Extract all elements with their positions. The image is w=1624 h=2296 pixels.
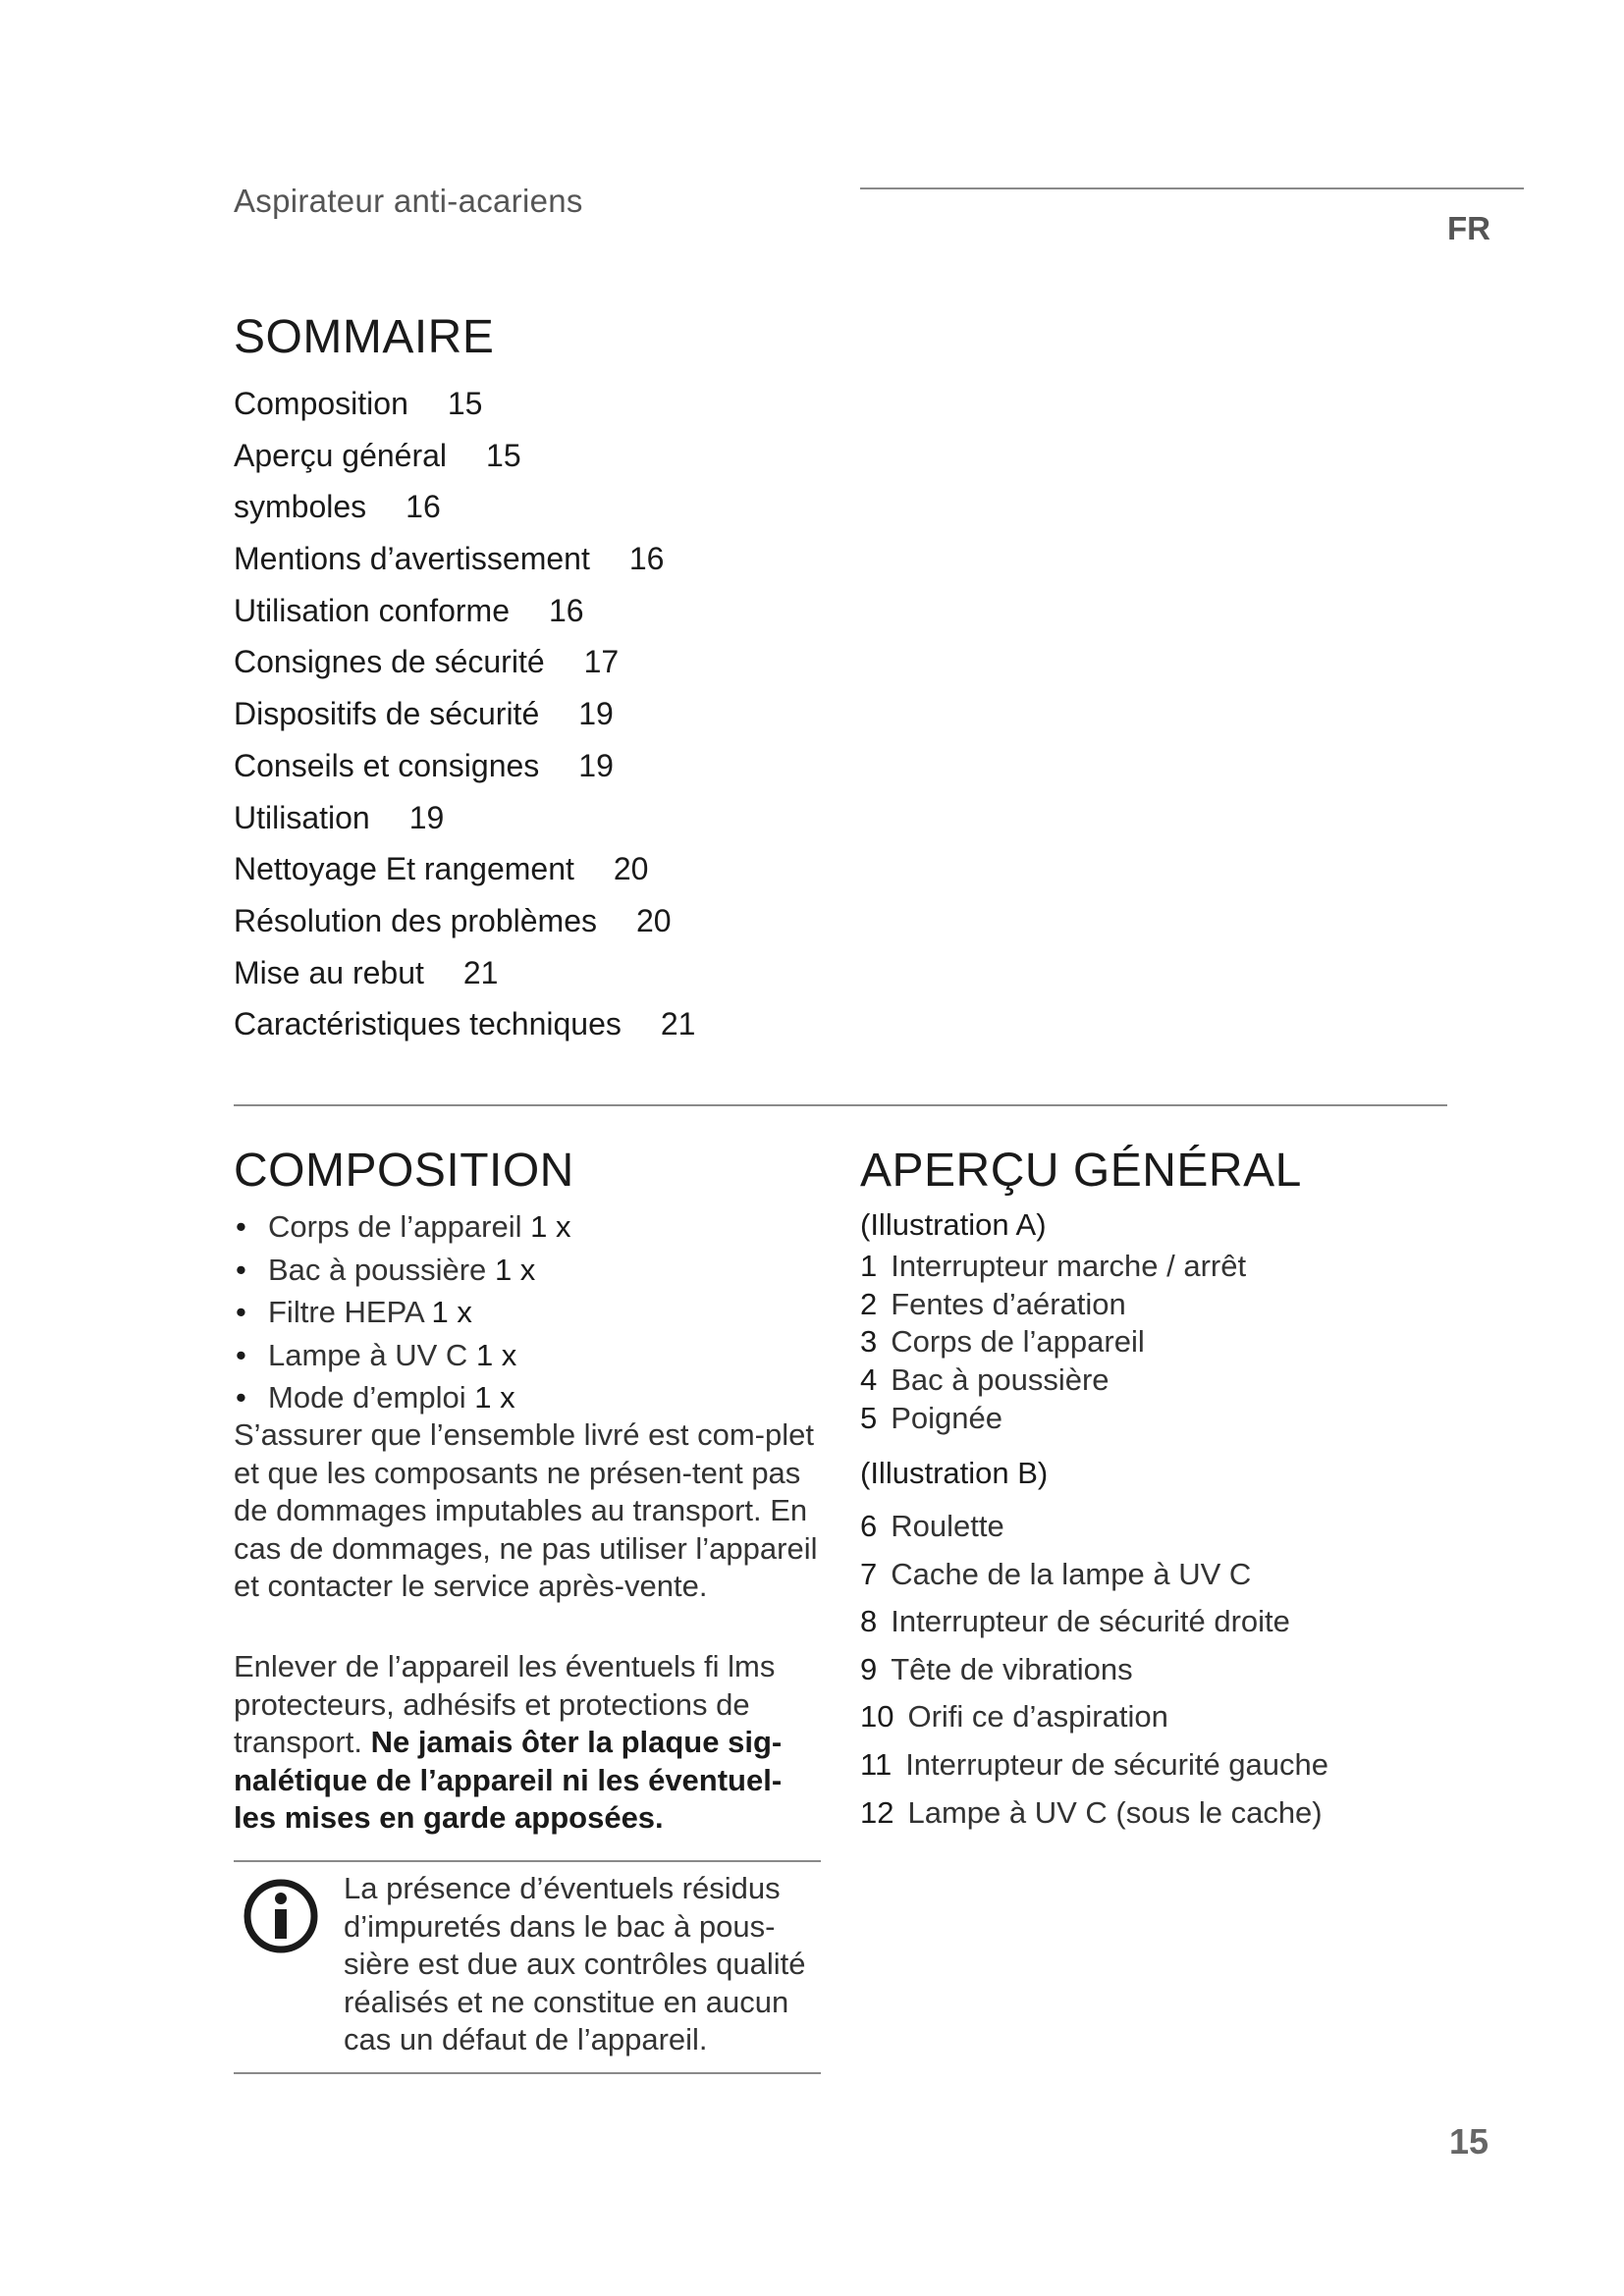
toc-entry (234, 378, 695, 430)
part-number: 5 (860, 1400, 878, 1435)
toc-entry (234, 843, 695, 895)
info-note-text: La présence d’éventuels résidus d’impuretés dans le bac à pous-sière est due aux contrôles qualité réalisés et ne constitue en aucun cas un défaut de l’appareil. (344, 1871, 806, 2056)
part-number: 9 (860, 1651, 878, 1686)
illustration-b-label: (Illustration B) (860, 1456, 1049, 1490)
toc-entry (234, 636, 695, 688)
toc-entry-label: Utilisation conforme (234, 592, 510, 628)
part-number: 3 (860, 1324, 878, 1360)
warning-label-text: Ne jamais ôter la plaque sig-nalétique de l’appareil ni les éventuel-les mises en garde apposées. (234, 1725, 783, 1835)
part-number: 10 (860, 1699, 894, 1735)
part-label: Tête de vibrations (891, 1651, 1133, 1686)
toc-entry (234, 533, 695, 585)
packaging-removal-paragraph (234, 1648, 823, 1838)
list-item (860, 1248, 1246, 1286)
toc-entry-label: Mise au rebut (234, 954, 424, 990)
toc-entry (234, 895, 695, 947)
item-text: Corps de l’appareil (268, 1209, 522, 1244)
toc-entry (234, 481, 695, 533)
item-quantity: 1 x (475, 1337, 517, 1372)
document-header-title: Aspirateur anti-acariens (234, 183, 583, 219)
packaging-removal-text: Enlever de l’appareil les éventuels fi lms protecteurs, adhésifs et protections de transport. (234, 1649, 776, 1759)
list-item (860, 1646, 1328, 1694)
toc-entry-page: 21 (660, 1006, 696, 1042)
toc-entry-label: Dispositifs de sécurité (234, 696, 540, 732)
list-item (860, 1362, 1246, 1400)
part-number: 7 (860, 1556, 878, 1591)
toc-entry-label: Composition (234, 386, 408, 421)
toc-entry (234, 740, 695, 792)
part-number: 2 (860, 1286, 878, 1321)
part-label: Poignée (891, 1400, 1003, 1435)
list-item (234, 1249, 570, 1292)
item-text: Filtre HEPA (268, 1295, 423, 1329)
item-text: Lampe à UV C (268, 1337, 468, 1372)
list-item (860, 1598, 1328, 1646)
item-quantity: 1 x (431, 1295, 472, 1329)
part-label: Interrupteur marche / arrêt (891, 1249, 1247, 1283)
part-label: Roulette (891, 1509, 1004, 1543)
part-label: Bac à poussière (891, 1362, 1110, 1398)
item-text: Mode d’emploi (268, 1380, 466, 1415)
list-item (234, 1291, 570, 1334)
toc-entry (234, 585, 695, 637)
info-box-bottom-rule (234, 2072, 821, 2074)
toc-heading: SOMMAIRE (234, 311, 495, 363)
list-item (860, 1400, 1246, 1438)
list-item (860, 1551, 1328, 1599)
toc-entry (234, 688, 695, 740)
list-item (860, 1789, 1328, 1838)
info-icon (242, 1877, 320, 1955)
section-divider (234, 1104, 1447, 1106)
toc-entry (234, 430, 695, 482)
part-number: 6 (860, 1509, 878, 1543)
part-label: Fentes d’aération (891, 1286, 1126, 1321)
toc-entry-page: 21 (462, 954, 499, 990)
page-number: 15 (1449, 2121, 1489, 2162)
part-label: Corps de l’appareil (891, 1324, 1145, 1360)
toc-entry (234, 998, 695, 1050)
illustration-a-parts-list (860, 1248, 1246, 1437)
delivery-check-paragraph: S’assurer que l’ensemble livré est com-plet et que les composants ne présen-tent pas de dommages imputables au transport. En cas de dommages, ne pas utiliser l’appareil et contacter le service après-vente. (234, 1417, 818, 1603)
part-label: Lampe à UV C (sous le cache) (907, 1794, 1323, 1830)
part-number: 4 (860, 1362, 878, 1398)
item-quantity: 1 x (474, 1380, 515, 1415)
overview-heading: APERÇU GÉNÉRAL (860, 1145, 1302, 1197)
part-number: 8 (860, 1604, 878, 1639)
toc-entry-label: Résolution des problèmes (234, 902, 597, 938)
header-divider (860, 187, 1524, 189)
toc-entry (234, 792, 695, 844)
toc-entry-page: 20 (613, 851, 649, 887)
toc-entry-page: 19 (578, 747, 614, 783)
list-item (234, 1334, 570, 1377)
part-label: Cache de la lampe à UV C (891, 1556, 1252, 1591)
toc-entry-page: 19 (578, 696, 614, 732)
toc-entry-page: 16 (628, 541, 665, 577)
list-item (234, 1376, 570, 1419)
toc-entry-page: 16 (549, 592, 584, 628)
list-item (860, 1693, 1328, 1741)
language-code: FR (1447, 210, 1490, 246)
part-number: 1 (860, 1249, 878, 1283)
table-of-contents (234, 378, 695, 1050)
toc-entry-label: Conseils et consignes (234, 747, 540, 783)
composition-list (234, 1205, 570, 1419)
toc-entry-label: symboles (234, 489, 367, 525)
item-quantity: 1 x (530, 1209, 571, 1244)
list-item (860, 1286, 1246, 1324)
toc-entry-page: 17 (583, 644, 620, 680)
toc-entry-page: 16 (406, 489, 441, 525)
part-label: Interrupteur de sécurité gauche (905, 1746, 1329, 1782)
list-item (234, 1205, 570, 1249)
toc-entry-label: Aperçu général (234, 437, 448, 473)
toc-entry-page: 15 (486, 437, 521, 473)
composition-heading: COMPOSITION (234, 1145, 574, 1197)
illustration-b-parts-list (860, 1503, 1328, 1837)
toc-entry-label: Caractéristiques techniques (234, 1006, 622, 1042)
part-number: 12 (860, 1794, 894, 1830)
toc-entry-label: Nettoyage Et rangement (234, 851, 574, 887)
toc-entry-label: Consignes de sécurité (234, 644, 545, 680)
part-number: 11 (860, 1746, 893, 1782)
toc-entry-page: 15 (447, 386, 483, 421)
list-item (860, 1741, 1328, 1789)
toc-entry-label: Utilisation (234, 799, 370, 835)
item-quantity: 1 x (494, 1252, 536, 1287)
list-item (860, 1323, 1246, 1362)
illustration-a-label: (Illustration A) (860, 1207, 1047, 1242)
toc-entry-page: 19 (408, 799, 445, 835)
part-label: Orifi ce d’aspiration (907, 1699, 1168, 1735)
toc-entry-page: 20 (635, 902, 672, 938)
info-box-top-rule (234, 1860, 821, 1862)
list-item (860, 1503, 1328, 1551)
toc-entry (234, 947, 695, 999)
item-text: Bac à poussière (268, 1252, 487, 1287)
part-label: Interrupteur de sécurité droite (891, 1604, 1290, 1639)
toc-entry-label: Mentions d’avertissement (234, 541, 590, 577)
